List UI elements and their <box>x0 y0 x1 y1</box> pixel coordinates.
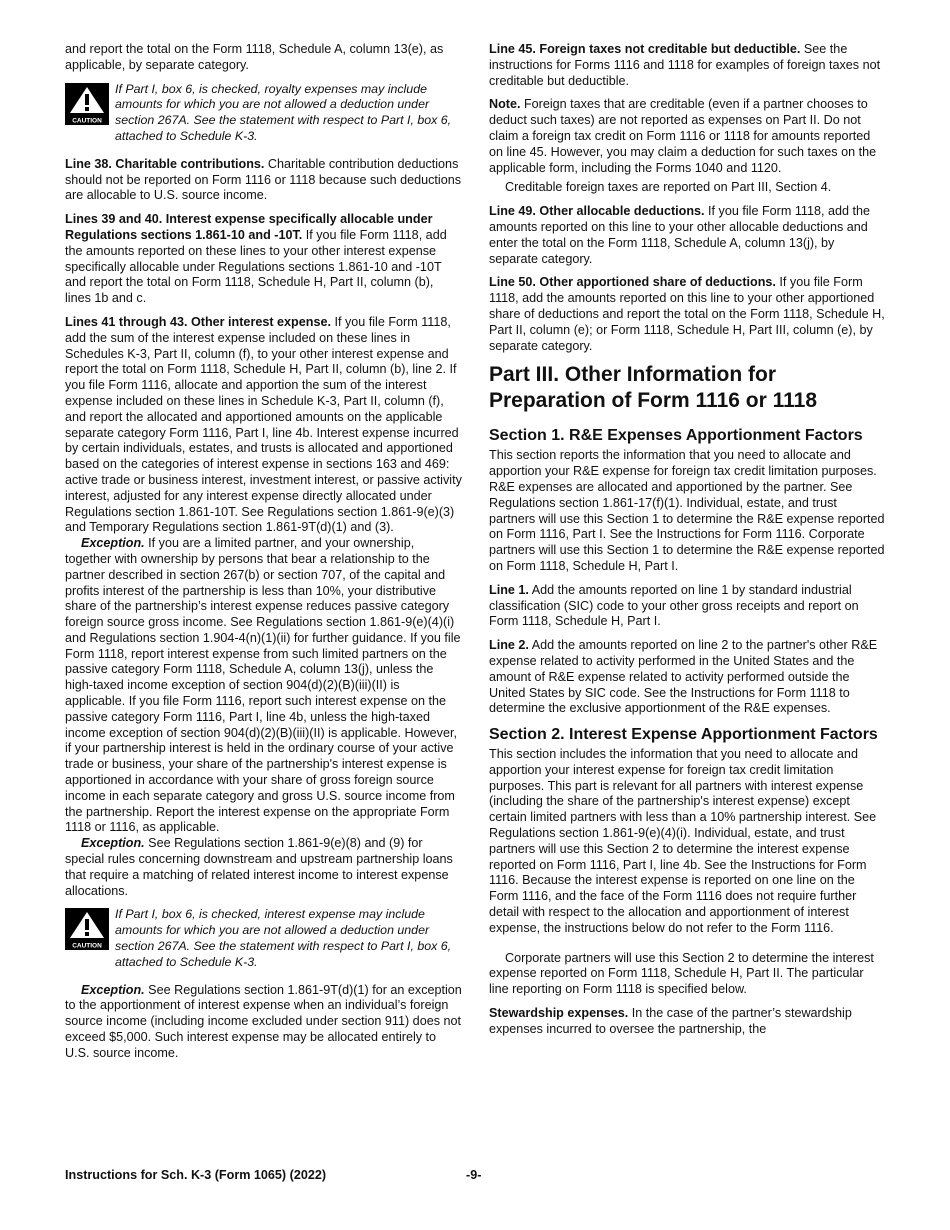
section-2-heading: Section 2. Interest Expense Apportionment Factors <box>489 726 878 744</box>
section-1-body: This section reports the information that you need to allocate and apportion your R&E expense for foreign tax credit limitation purposes. R&E expenses are allocated and apportioned by the partner. See Regulations section 1.861-17(f)(1). Individual, estate, and trust partners will use this Section 1 to determine the R&E expense reported on Form 1116, Part I. See the Instructions for Form 1116. Corporate partners will use this Section 1 to determine the R&E expense reported on Form 1118, Schedule H, Part I. <box>489 448 885 573</box>
line-1-paragraph: Line 1. Add the amounts reported on line 1 by standard industrial classification (SIC) code to your other gross receipts and report on Form 1118, Schedule H, Part I. <box>489 582 859 629</box>
part-iii-heading: Part III. Other Information for Preparation of Form 1116 or 1118 <box>489 363 817 413</box>
paragraph-continuation: and report the total on the Form 1118, Schedule A, column 13(e), as applicable, by separate category. <box>65 42 444 72</box>
caution-icon <box>65 83 109 125</box>
section-1-heading: Section 1. R&E Expenses Apportionment Factors <box>489 427 863 445</box>
creditable-taxes-paragraph: Creditable foreign taxes are reported on Part III, Section 4. <box>505 180 832 195</box>
exception-partnership-loans: Exception. See Regulations section 1.861-9(e)(8) and (9) for special rules concerning downstream and upstream partnership loans that require a matching of related interest income to interest expense allocations. <box>65 836 453 898</box>
page-number: -9- <box>466 1168 482 1182</box>
note-paragraph: Note. Foreign taxes that are creditable (even if a partner chooses to deduct such taxes) are not reported as expenses on Part II. Do not claim a foreign tax credit on Form 1116 or 1118 for amounts reported on line 45. However, you may claim a deduction for such taxes on the applicable form, including the Forms 1040 and 1120. <box>489 97 877 175</box>
corporate-partners-paragraph: Corporate partners will use this Section 2 to determine the interest expense reported on Form 1118, Schedule H, Part II. The particular line reporting on Form 1118 is specified below. <box>489 950 874 997</box>
caution-note-interest <box>65 907 462 970</box>
line-45-paragraph: Line 45. Foreign taxes not creditable but deductible. See the instructions for Forms 1116 and 1118 for examples of foreign taxes not creditable but deductible. <box>489 42 881 88</box>
caution-text: If Part I, box 6, is checked, royalty expenses may include amounts for which you are not allowed a deduction under section 267A. See the statement with respect to Part I, box 6, attached to Schedule K-3. <box>115 81 452 143</box>
line-50-paragraph: Line 50. Other apportioned share of deductions. If you file Form 1118, add the amounts reported on this line to your other apportioned share of deductions and report the total on the Form 1118, Schedule H, Part II, column (e); or Form 1118, Schedule H, Part III, column (e), by separate category. <box>489 275 885 353</box>
caution-icon <box>65 908 109 950</box>
caution-text: If Part I, box 6, is checked, interest expense may include amounts for which you are not allowed a deduction under section 267A. See the statement with respect to Part I, box 6, attached to Schedule K-3. <box>115 907 452 969</box>
exception-limited-partner: Exception. If you are a limited partner, and your ownership, together with ownership by persons that bear a relationship to the partner described in section 267(b) or section 707, of the capital and profits interest of the partnership is less than 10%, your distributive share of the partnership’s interest expense reduces passive category foreign source gross income. See Regulations section 1.861-9(e)(4)(i) and Regulations section 1.904-4(n)(1)(ii) for further guidance. If you file Form 1118, report interest expense from such limited partners on the passive category Form 1118, Schedule A, column 13(j), unless the high-taxed income exception of section 904(d)(2)(B)(iii)(II) is applicable. If you file Form 1116, report such interest expense on the passive category Form 1116, Part I, line 4b, unless the high-taxed income exception of section 904(d)(2)(B)(iii)(II) is applicable. However, if your partnership interest is held in the ordinary course of your active trade or business, your share of the partnership's interest expense is apportioned in accordance with your share of gross foreign source income in each separate category and gross U.S. source income from the partnership. Report the interest expense on the appropriate Form 1118 or 1116, as applicable. <box>65 536 461 835</box>
svg-text:CAUTION: CAUTION <box>72 942 102 950</box>
svg-text:CAUTION: CAUTION <box>72 117 102 125</box>
stewardship-paragraph: Stewardship expenses. In the case of the partner’s stewardship expenses incurred to oversee the partnership, the <box>489 1006 852 1036</box>
lines-41-43-paragraph: Lines 41 through 43. Other interest expense. If you file Form 1118, add the sum of the interest expense included on these lines in Schedules K-3, Part II, column (f), to your other interest expense and report the total on Form 1118, Schedule H, Part II, column (b), line 2. If you file Form 1116, allocate and apportion the sum of the interest expense included on these lines in Schedule K-3, Part II, column (f), and report the allocated and apportioned amounts on the applicable separate category Form 1116, Part I, line 4b. Interest expense incurred by certain individuals, estates, and trusts is allocated and apportioned based on the categories of interest expense in sections 163 and 469: active trade or business interest, investment interest, or passive activity interest, adjusted for any interest expense directly allocated under Regulations section 1.861-10T. See Regulations section 1.861-9(e)(3) and Temporary Regulations section 1.861-9T(d)(1) and (3). <box>65 314 462 535</box>
left-column <box>65 42 462 1062</box>
section-2-body: This section includes the information that you need to allocate and apportion your interest expense for foreign tax credit limitation purposes. This part is relevant for all partners with interest expense (including the share of the partnership's interest expense) except certain limited partners with less than a 10% partnership interest. See Regulations section 1.861-9(e)(4)(i). Individual, estate, and trust partners will use this Section 2 to determine the interest expense reported on Form 1116, Part I, line 4b. See the Instructions for Form 1116. Because the interest expense is reported on one line on the Form 1116, and the face of the Form 1116 does not require further detail with respect to the allocation and apportionment of interest expense, the instructions below do not refer to the Form 1116. <box>489 747 877 935</box>
line-2-paragraph: Line 2. Add the amounts reported on line 2 to the partner's other R&E expense related to activity performed in the United States and the amount of R&E expense related to activity performed outside the United States by SIC code. See the Instructions for Form 1118 to determine the exclusive apportionment of the R&E expenses. <box>489 638 878 716</box>
caution-note-royalty <box>65 82 462 145</box>
exception-5000-rule: Exception. See Regulations section 1.861-9T(d)(1) for an exception to the apportionment of interest expense when an individual’s foreign source income (including income excluded under section 911) does not exceed $5,000. Such interest expense may be allocated entirely to U.S. source income. <box>65 982 462 1060</box>
right-column <box>489 42 886 1046</box>
lines-39-40-paragraph: Lines 39 and 40. Interest expense specifically allocable under Regulations sections 1.861-10 and -10T. If you file Form 1118, add the amounts reported on these lines to your other interest expense specifically allocable under Regulations sections 1.861-10 and -10T and report the total on Form 1118, Schedule H, Part II, column (b), lines 1b and c. <box>65 212 447 306</box>
footer-title: Instructions for Sch. K-3 (Form 1065) (2022) <box>65 1168 327 1182</box>
line-38-paragraph: Line 38. Charitable contributions. Charitable contribution deductions should not be reported on Form 1116 or 1118 because such deductions are allocable to U.S. source income. <box>65 156 462 203</box>
line-49-paragraph: Line 49. Other allocable deductions. If you file Form 1118, add the amounts reported on this line to your other allocable deductions and enter the total on the Form 1118, Schedule A, column 13(j), by separate category. <box>489 204 870 266</box>
